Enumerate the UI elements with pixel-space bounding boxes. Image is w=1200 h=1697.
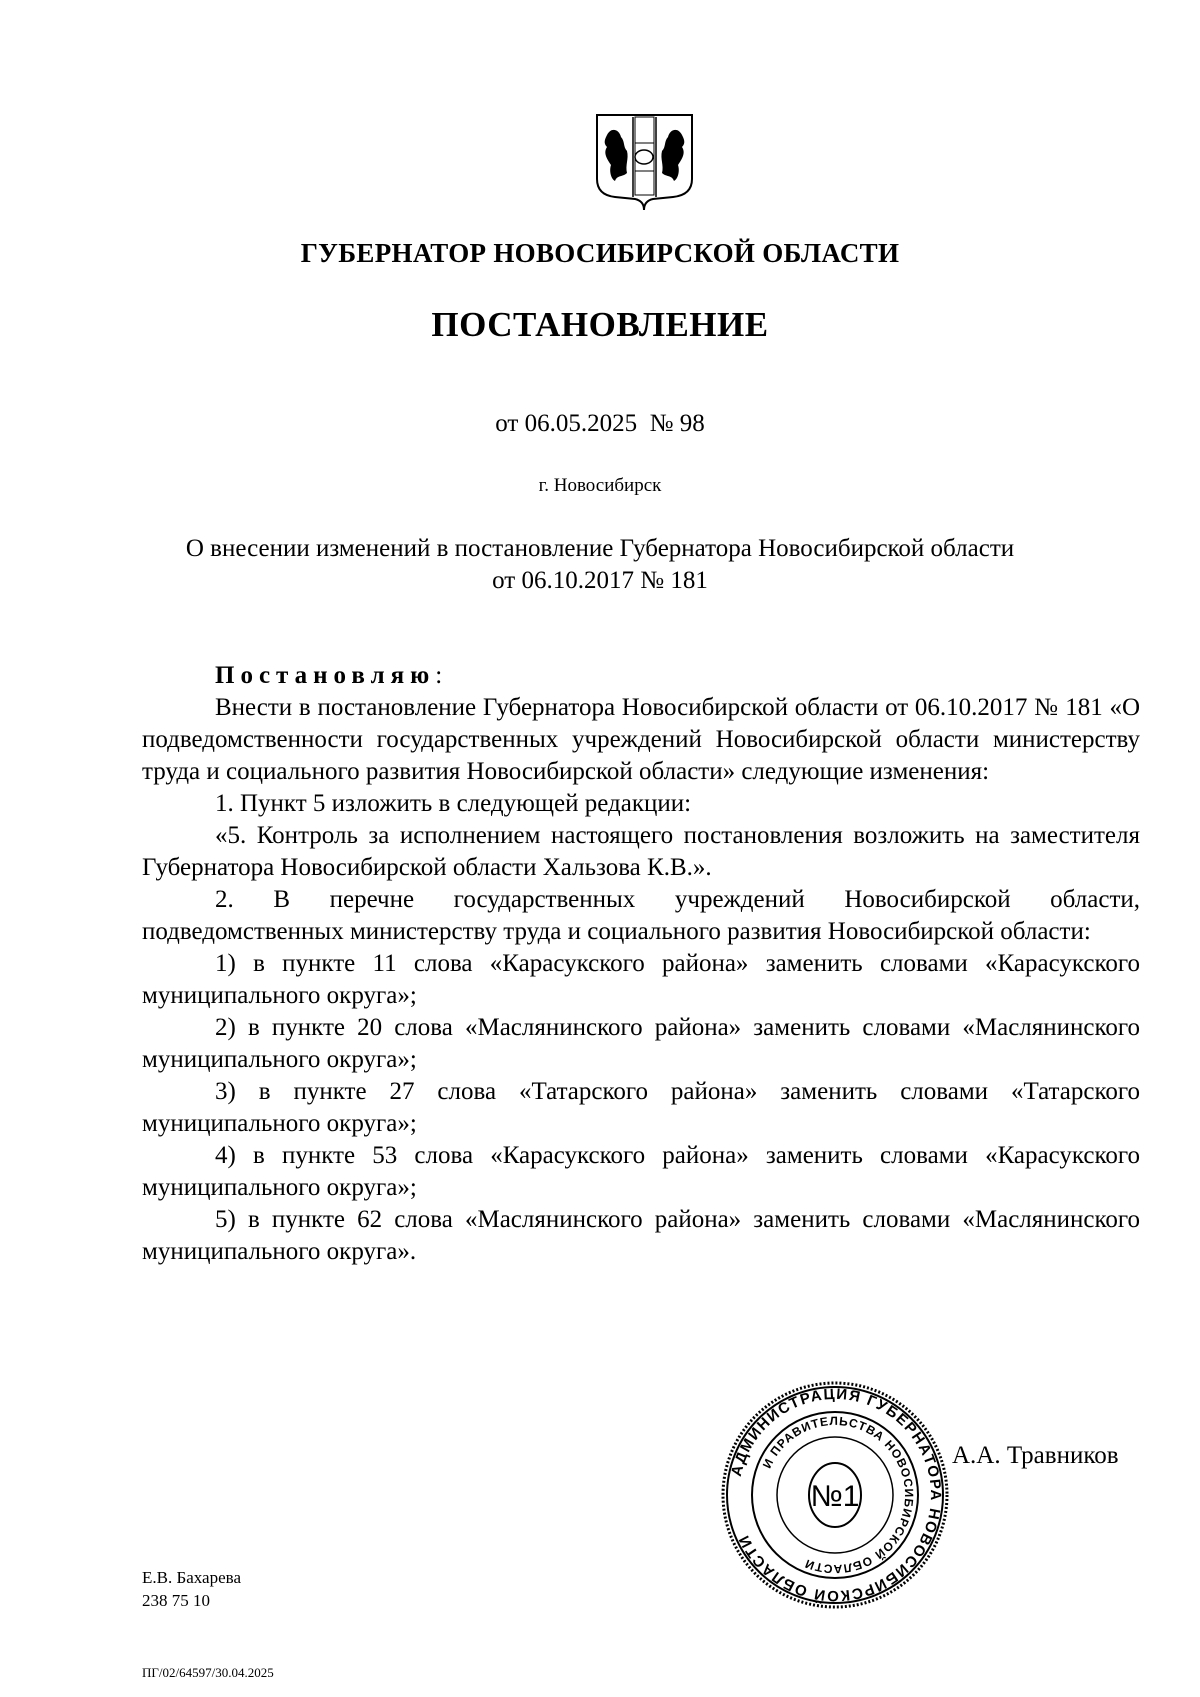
city-name: г. Новосибирск	[538, 475, 662, 496]
executor-info	[142, 1566, 241, 1612]
decree-colon: :	[435, 662, 443, 689]
item-1-text: «5. Контроль за исполнением настоящего постановления возложить на заместителя Губернатора Новосибирской области Хальзова К.В.».	[142, 822, 1140, 881]
signer-name: А.А. Травников	[952, 1442, 1119, 1469]
item-1: 1. Пункт 5 изложить в следующей редакции:	[215, 790, 692, 817]
document-code: ПГ/02/64597/30.04.2025	[142, 1665, 274, 1680]
decree-word: Постановляю	[215, 662, 436, 689]
coat-of-arms-emblem	[593, 113, 696, 211]
stamp-inner-text: И ПРАВИТЕЛЬСТВА НОВОСИБИРСКОЙ ОБЛАСТИ	[759, 1413, 917, 1577]
sub-item-1: 1) в пункте 11 слова «Карасукского района» заменить словами «Карасукского муниципального округа»;	[142, 950, 1140, 1009]
date-and-number: от 06.05.2025 № 98	[495, 410, 705, 437]
official-stamp-seal	[720, 1380, 950, 1610]
executor-phone: 238 75 10	[142, 1591, 210, 1610]
document-type-title: ПОСТАНОВЛЕНИЕ	[431, 305, 769, 344]
decree-heading	[142, 660, 1140, 692]
subject-line-1: О внесении изменений в постановление Губернатора Новосибирской области	[185, 535, 1015, 562]
authority-title: ГУБЕРНАТОР НОВОСИБИРСКОЙ ОБЛАСТИ	[300, 238, 900, 268]
item-2: 2. В перечне государственных учреждений Новосибирской области, подведомственных министерству труда и социального развития Новосибирской области:	[142, 886, 1140, 945]
stamp-outer-text: АДМИНИСТРАЦИЯ ГУБЕРНАТОРА НОВОСИБИРСКОЙ ОБЛАСТИ	[727, 1385, 945, 1605]
sub-item-4: 4) в пункте 53 слова «Карасукского района» заменить словами «Карасукского муниципального округа»;	[142, 1142, 1140, 1201]
stamp-number: №1	[810, 1480, 860, 1513]
document-subject	[0, 533, 1200, 597]
sub-item-3: 3) в пункте 27 слова «Татарского района» заменить словами «Татарского муниципального округа»;	[142, 1078, 1140, 1137]
intro-paragraph: Внести в постановление Губернатора Новосибирской области от 06.10.2017 № 181 «О подведомственности государственных учреждений Новосибирской области министерству труда и социального развития Новосибирской области» следующие изменения:	[142, 694, 1140, 785]
sub-item-5: 5) в пункте 62 слова «Маслянинского района» заменить словами «Маслянинского муниципального округа».	[142, 1206, 1140, 1265]
sub-item-2: 2) в пункте 20 слова «Маслянинского района» заменить словами «Маслянинского муниципального округа»;	[142, 1014, 1140, 1073]
subject-line-2: от 06.10.2017 № 181	[492, 567, 708, 594]
executor-name: Е.В. Бахарева	[142, 1568, 241, 1587]
document-body	[142, 660, 1140, 1268]
